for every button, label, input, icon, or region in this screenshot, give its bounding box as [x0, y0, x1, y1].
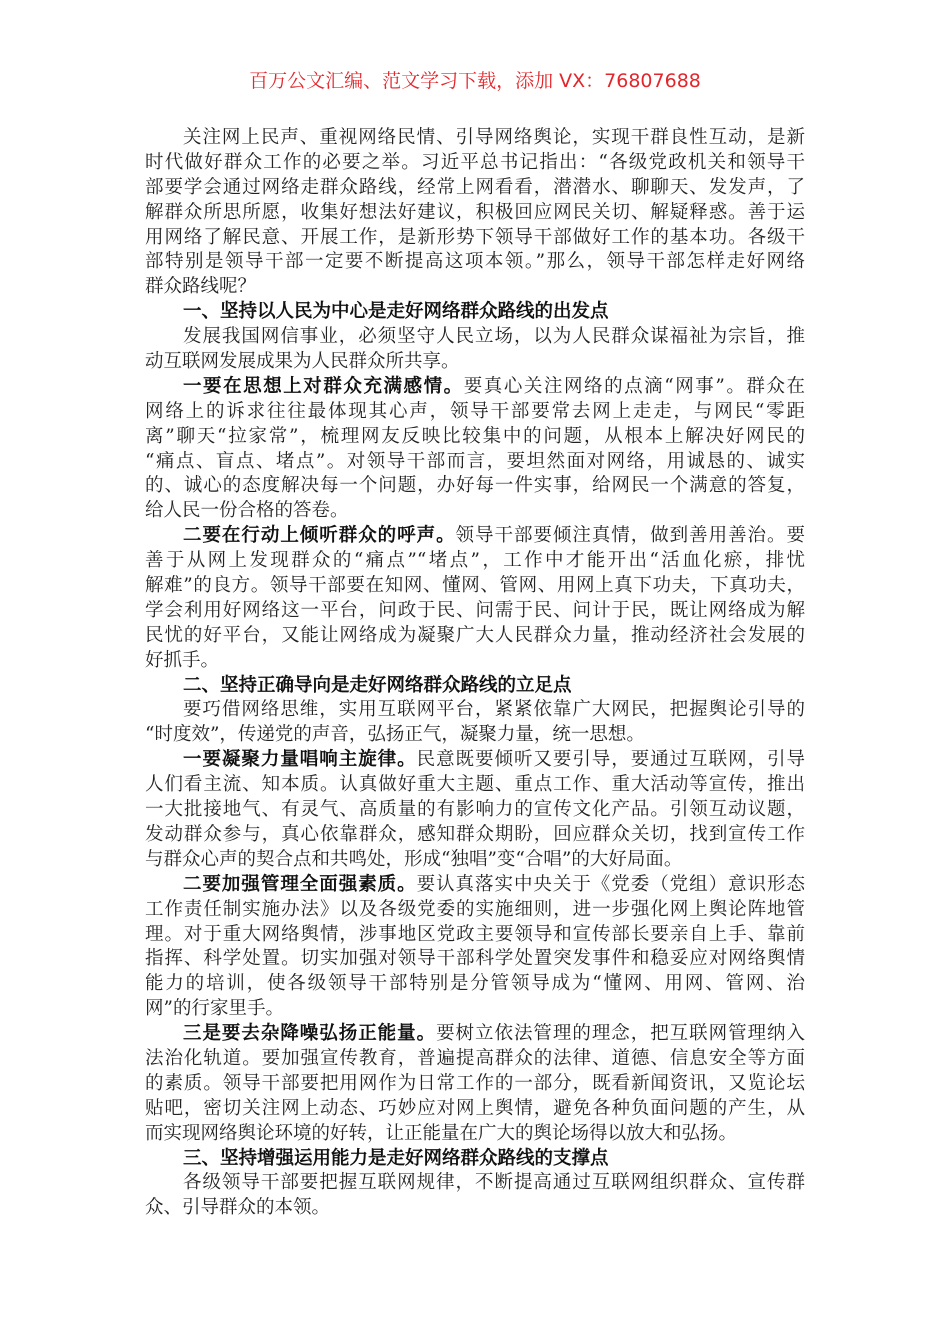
line-text: 发动群众参与，真心依靠群众，感知群众期盼，回应群众关切，找到宣传工作: [145, 823, 805, 845]
line-text: 法治化轨道。要加强宣传教育，普遍提高群众的法律、道德、信息安全等方面: [145, 1047, 805, 1069]
text-line: [145, 524, 805, 549]
line-text: 网络上的诉求往往最体现其心声，领导干部要常去网上走走，与网民“零距: [145, 400, 805, 422]
text-line: [145, 1122, 805, 1147]
text-line: [145, 599, 805, 624]
text-line: [145, 474, 805, 499]
bold-lead: 一要在思想上对群众充满感情。: [183, 375, 464, 397]
line-text: 的素质。领导干部要把用网作为日常工作的一部分，既看新闻资讯，又览论坛: [145, 1072, 805, 1094]
paragraph: [145, 325, 805, 375]
text-line: [145, 748, 805, 773]
text-line: [145, 1147, 805, 1172]
text-line: [145, 1196, 805, 1221]
line-text: 各级领导干部要把握互联网规律，不断提高通过互联网组织群众、宣传群: [183, 1172, 805, 1194]
paragraph: [145, 1171, 805, 1221]
line-text: 二、坚持正确导向是走好网络群众路线的立足点: [183, 674, 572, 696]
text-line: [145, 972, 805, 997]
text-line: [145, 1022, 805, 1047]
line-text: “痛点、盲点、堵点”。对领导干部而言，要坦然面对网络，用诚恳的、诚实: [145, 450, 805, 472]
line-text: 解群众所思所愿，收集好想法好建议，积极回应网民关切、解疑释惑。善于运: [145, 201, 805, 223]
text-line: [145, 425, 805, 450]
paragraph: [145, 748, 805, 872]
line-text: 领导干部要倾注真情，做到善用善治。要: [455, 525, 805, 547]
paragraph: [145, 1022, 805, 1146]
text-line: [145, 400, 805, 425]
line-text: 要真心关注网络的点滴“网事”。群众在: [463, 375, 805, 397]
paragraph: [145, 375, 805, 524]
line-text: 时代做好群众工作的必要之举。习近平总书记指出：“各级党政机关和领导干: [145, 151, 805, 173]
line-text: 而实现网络舆论环境的好转，让正能量在广大的舆论场得以放大和弘扬。: [145, 1122, 738, 1144]
line-text: 关注网上民声、重视网络民情、引导网络舆论，实现干群良性互动，是新: [183, 127, 805, 148]
document-body: [145, 126, 805, 1221]
text-line: [145, 624, 805, 649]
line-text: 能力的培训，使各级领导干部特别是分管领导成为“懂网、用网、管网、治: [145, 973, 805, 995]
text-line: [145, 1047, 805, 1072]
line-text: 离”聊天“拉家常”，梳理网友反映比较集中的问题，从根本上解决好网民的: [145, 425, 805, 447]
text-line: [145, 350, 805, 375]
line-text: 好抓手。: [145, 649, 220, 671]
text-line: [145, 126, 805, 151]
text-line: [145, 823, 805, 848]
line-text: 人们看主流、知本质。认真做好重大主题、重点工作、重大活动等宣传，推出: [145, 774, 805, 796]
text-line: [145, 499, 805, 524]
line-text: 动互联网发展成果为人民群众所共享。: [145, 351, 460, 373]
text-line: [145, 649, 805, 674]
line-text: “时度效”，传递党的声音，弘扬正气，凝聚力量，统一思想。: [145, 724, 645, 746]
line-text: 民忧的好平台，又能让网络成为凝聚广大人民群众力量，推动经济社会发展的: [145, 624, 805, 646]
section-heading: [145, 674, 805, 699]
bold-lead: 二要在行动上倾听群众的呼声。: [183, 525, 456, 547]
line-text: 部特别是领导干部一定要不断提高这项本领。”那么，领导干部怎样走好网络: [145, 251, 805, 273]
text-line: [145, 773, 805, 798]
line-text: 群众路线呢？: [145, 276, 257, 298]
paragraph: [145, 126, 805, 300]
line-text: 解难”的良方。领导干部要在知网、懂网、管网、用网上真下功夫，下真功夫，: [145, 575, 805, 597]
text-line: [145, 898, 805, 923]
bold-lead: 三是要去杂降噪弘扬正能量。: [183, 1023, 437, 1045]
line-text: 要树立依法管理的理念，把互联网管理纳入: [436, 1023, 805, 1045]
bold-lead: 二要加强管理全面强素质。: [183, 873, 417, 895]
paragraph: [145, 873, 805, 1022]
text-line: [145, 997, 805, 1022]
text-line: [145, 1072, 805, 1097]
text-line: [145, 1171, 805, 1196]
text-line: [145, 201, 805, 226]
watermark-banner: 百万公文汇编、范文学习下载，添加 VX：76807688: [249, 70, 701, 92]
line-text: 理。对于重大网络舆情，涉事地区党政主要领导和宣传部长要亲自上手、靠前: [145, 923, 805, 945]
line-text: 给人民一份合格的答卷。: [145, 500, 349, 522]
line-text: 网”的行家里手。: [145, 998, 284, 1020]
text-line: [145, 1097, 805, 1122]
line-text: 三、坚持增强运用能力是走好网络群众路线的支撑点: [183, 1147, 609, 1169]
line-text: 一、坚持以人民为中心是走好网络群众路线的出发点: [183, 301, 609, 323]
text-line: [145, 151, 805, 176]
text-line: [145, 848, 805, 873]
line-text: 用网络了解民意、开展工作，是新形势下领导干部做好工作的基本功。各级干: [145, 226, 805, 248]
section-heading: [145, 1147, 805, 1172]
line-text: 部要学会通过网络走群众路线，经常上网看看，潜潜水、聊聊天、发发声，了: [145, 176, 805, 198]
text-line: [145, 549, 805, 574]
text-line: [145, 574, 805, 599]
line-text: 的、诚心的态度解决每一个问题，办好每一件实事，给网民一个满意的答复，: [145, 475, 805, 497]
line-text: 工作责任制实施办法》以及各级党委的实施细则，进一步强化网上舆论阵地管: [145, 898, 805, 920]
paragraph: [145, 524, 805, 673]
line-text: 指挥、科学处置。切实加强对领导干部科学处置突发事件和稳妥应对网络舆情: [145, 948, 805, 970]
line-text: 一大批接地气、有灵气、高质量的有影响力的宣传文化产品。引领互动议题，: [145, 799, 805, 821]
line-text: 要巧借网络思维，实用互联网平台，紧紧依靠广大网民，把握舆论引导的: [183, 699, 805, 721]
text-line: [145, 873, 805, 898]
text-line: [145, 176, 805, 201]
text-line: [145, 300, 805, 325]
paragraph: [145, 698, 805, 748]
text-line: [145, 674, 805, 699]
text-line: [145, 947, 805, 972]
line-text: 与群众心声的契合点和共鸣处，形成“独唱”变“合唱”的大好局面。: [145, 848, 683, 870]
line-text: 善于从网上发现群众的“痛点”“堵点”，工作中才能开出“活血化瘀，排忧: [145, 550, 805, 572]
section-heading: [145, 300, 805, 325]
text-line: [145, 375, 805, 400]
line-text: 贴吧，密切关注网上动态、巧妙应对网上舆情，避免各种负面问题的产生，从: [145, 1097, 805, 1119]
text-line: [145, 325, 805, 350]
text-line: [145, 450, 805, 475]
text-line: [145, 226, 805, 251]
line-text: 民意既要倾听又要引导，要通过互联网，引导: [416, 749, 805, 771]
text-line: [145, 250, 805, 275]
text-line: [145, 798, 805, 823]
text-line: [145, 723, 805, 748]
line-text: 要认真落实中央关于《党委（党组）意识形态: [416, 873, 805, 895]
bold-lead: 一要凝聚力量唱响主旋律。: [183, 749, 417, 771]
line-text: 发展我国网信事业，必须坚守人民立场，以为人民群众谋福祉为宗旨，推: [183, 326, 805, 348]
text-line: [145, 275, 805, 300]
line-text: 学会利用好网络这一平台，问政于民、问需于民、问计于民，既让网络成为解: [145, 599, 805, 621]
text-line: [145, 698, 805, 723]
text-line: [145, 923, 805, 948]
line-text: 众、引导群众的本领。: [145, 1197, 331, 1219]
